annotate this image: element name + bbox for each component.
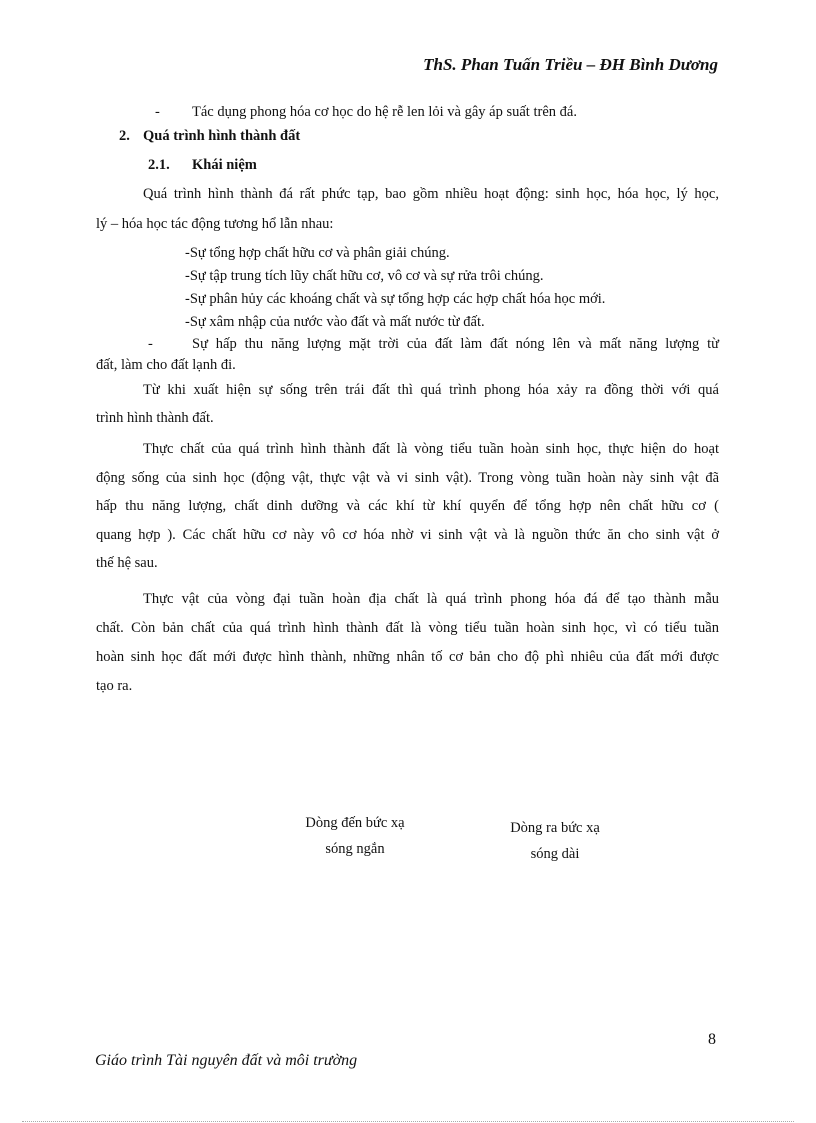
sun-line-1: Sự hấp thu năng lượng mặt trời của đất làm đất nóng lên và mất năng lượng từ xyxy=(192,336,719,352)
intro-line-1: Quá trình hình thành đá rất phức tạp, bao gồm nhiều hoạt động: sinh học, hóa học, lý học, xyxy=(143,186,719,202)
footer-book-title: Giáo trình Tài nguyên đất và môi trường xyxy=(95,1052,358,1069)
para3-line-1: Thực vật của vòng đại tuần hoàn địa chất là quá trình phong hóa đá để tạo thành mẫu xyxy=(143,591,719,607)
caption-outgoing-line-2: sóng dài xyxy=(530,846,580,862)
para3-line-2: chất. Còn bản chất của quá trình hình thành đất là vòng tiểu tuần hoàn sinh học, vì có tiểu tuần xyxy=(96,620,719,636)
list-item: -Sự tập trung tích lũy chất hữu cơ, vô cơ và sự rửa trôi chúng. xyxy=(185,268,544,284)
caption-incoming-line-1: Dòng đến bức xạ xyxy=(305,815,405,831)
subsection-number: 2.1. xyxy=(148,157,170,173)
section-number: 2. xyxy=(119,128,130,144)
para1-line-1: Từ khi xuất hiện sự sống trên trái đất thì quá trình phong hóa xảy ra đồng thời với quá xyxy=(143,382,719,398)
caption-outgoing-radiation xyxy=(490,815,620,867)
para2-line-5: thế hệ sau. xyxy=(96,555,158,571)
para3-line-3: hoàn sinh học đất mới được hình thành, những nhân tố cơ bản cho độ phì nhiêu của đất mới được xyxy=(96,649,719,665)
header-author: ThS. Phan Tuấn Triều – ĐH Bình Dương xyxy=(423,55,718,74)
caption-incoming-radiation xyxy=(285,810,425,862)
subsection-title: Khái niệm xyxy=(192,157,257,173)
caption-outgoing-line-1: Dòng ra bức xạ xyxy=(510,820,600,836)
list-item: -Sự phân hủy các khoáng chất và sự tổng hợp các hợp chất hóa học mới. xyxy=(185,291,606,307)
intro-line-2: lý – hóa học tác động tương hổ lẫn nhau: xyxy=(96,216,334,232)
section-title: Quá trình hình thành đất xyxy=(143,128,301,144)
list-item: -Sự xâm nhập của nước vào đất và mất nước từ đất. xyxy=(185,314,485,330)
para1-line-2: trình hình thành đất. xyxy=(96,410,214,426)
para2-line-4: quang hợp ). Các chất hữu cơ này vô cơ hóa nhờ vi sinh vật và là nguồn thức ăn cho sinh vật ở xyxy=(96,527,719,543)
bullet-dash: - xyxy=(155,104,160,120)
caption-incoming-line-2: sóng ngắn xyxy=(325,841,385,857)
para2-line-3: hấp thu năng lượng, chất dinh dưỡng và các khí từ khí quyển để tổng hợp nên chất hữu cơ ( xyxy=(96,498,719,514)
bullet-text: Tác dụng phong hóa cơ học do hệ rễ len lỏi và gây áp suất trên đá. xyxy=(192,104,577,120)
para2-line-2: động sống của sinh học (động vật, thực vật và vi sinh vật). Trong vòng tuần hoàn này sinh vật đã xyxy=(96,470,719,486)
para3-line-4: tạo ra. xyxy=(96,678,133,694)
para2-line-1: Thực chất của quá trình hình thành đất là vòng tiểu tuần hoàn sinh học, thực hiện do hoạt xyxy=(143,441,719,457)
page-number: 8 xyxy=(708,1031,716,1048)
list-item: -Sự tổng hợp chất hữu cơ và phân giải chúng. xyxy=(185,245,450,261)
bottom-divider xyxy=(22,1121,794,1122)
sun-dash: - xyxy=(148,336,153,352)
sun-line-2: đất, làm cho đất lạnh đi. xyxy=(96,357,236,373)
